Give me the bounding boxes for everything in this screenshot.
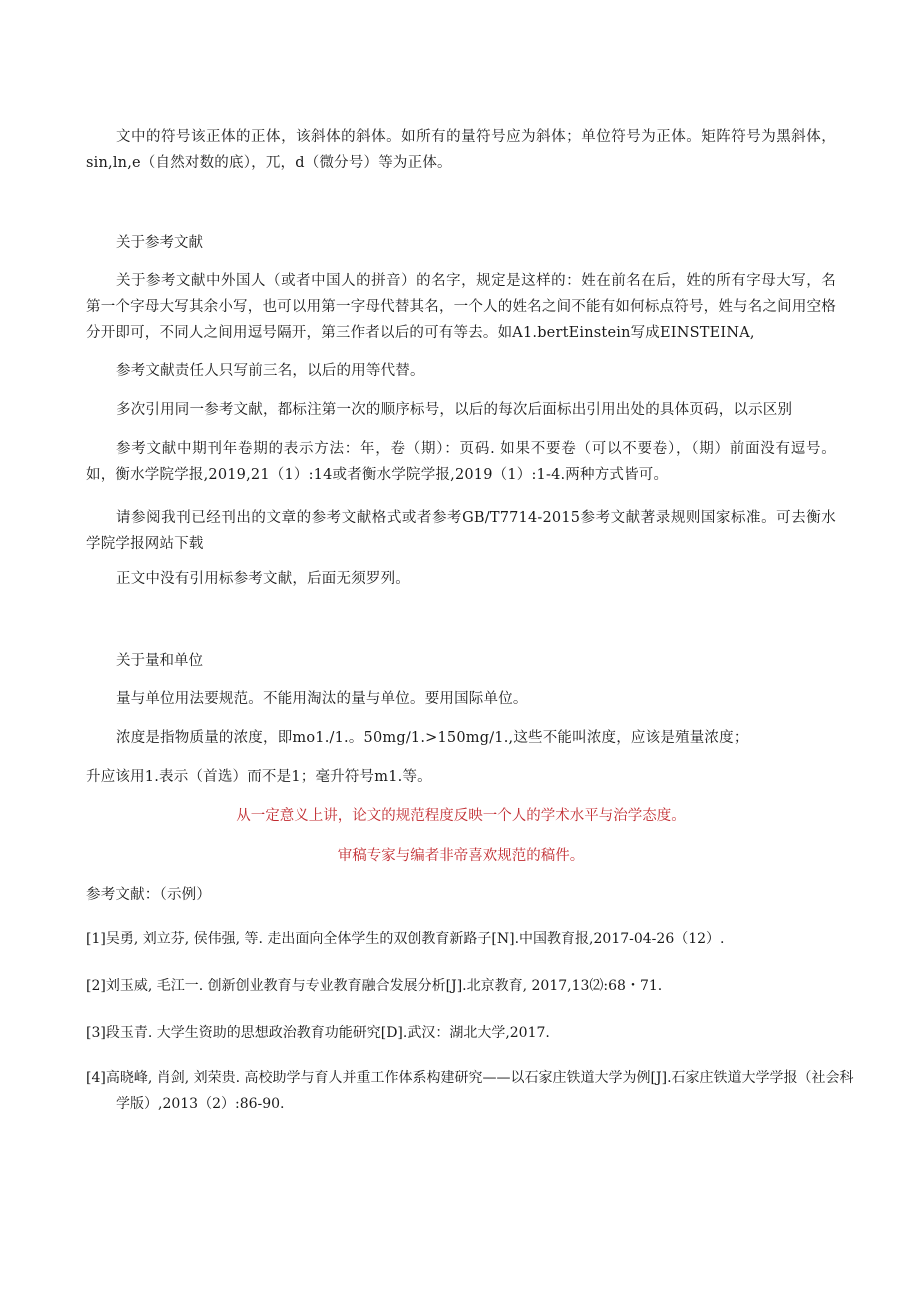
reference-item-2: [2]刘玉威, 毛江一. 创新创业教育与专业教育融合发展分析[J].北京教育, 2017,13⑵:68・71.	[86, 978, 663, 994]
reference-item-1: [1]吴勇, 刘立芬, 侯伟强, 等. 走出面向全体学生的双创教育新路子[N].中国教育报,2017-04-26（12）.	[86, 931, 725, 947]
references-paragraph-standard: 请参阅我刊已经刊出的文章的参考文献格式或者参考GB/T7714-2015参考文献著录规则国家标准。可去衡水学院学报网站下载	[86, 510, 836, 552]
references-paragraph-unused: 正文中没有引用标参考文献，后面无须罗列。	[116, 571, 410, 587]
references-paragraph-volume: 参考文献中期刊年卷期的表示方法：年，卷（期）：页码. 如果不要卷（可以不要卷），（期）前面没有逗号。如，衡水学院学报,2019,21（1）:14或者衡水学院学报,2019（1）:1-4.两种方式皆可。	[86, 441, 836, 483]
units-heading: 关于量和单位	[116, 653, 203, 669]
symbols-paragraph: 文中的符号该正体的正体，该斜体的斜体。如所有的量符号应为斜体；单位符号为正体。矩阵符号为黑斜体，sin,ln,e（自然对数的底），兀，d（微分号）等为正体。	[86, 129, 836, 171]
emphasis-line-standard: 从一定意义上讲，论文的规范程度反映一个人的学术水平与治学态度。	[236, 808, 686, 824]
units-paragraph-liter: 升应该用1.表示（首选）而不是1；毫升符号m1.等。	[86, 769, 432, 785]
references-paragraph-names: 关于参考文献中外国人（或者中国人的拼音）的名字，规定是这样的：姓在前名在后，姓的所有字母大写，名第一个字母大写其余小写，也可以用第一字母代替其名，一个人的姓名之间不能有如何标点符号，姓与名之间用空格分开即可，不同人之间用逗号隔开，第三作者以后的可有等去。如A1.bertEinstein写成EINSTEINA,	[86, 273, 836, 341]
reference-item-3: [3]段玉青. 大学生资助的思想政治教育功能研究[D].武汉：湖北大学,2017.	[86, 1025, 550, 1041]
references-paragraph-repeat: 多次引用同一参考文献，都标注第一次的顺序标号，以后的每次后面标出引用出处的具体页码，以示区别	[116, 402, 793, 418]
emphasis-line-reviewers: 审稿专家与编者非帝喜欢规范的稿件。	[337, 848, 585, 864]
references-paragraph-authors: 参考文献责任人只写前三名，以后的用等代替。	[116, 363, 425, 379]
example-label: 参考文献：（示例）	[86, 887, 212, 903]
reference-item-4: [4]高晓峰, 肖剑, 刘荣贵. 高校助学与育人并重工作体系构建研究——以石家庄铁道大学为例[J].石家庄铁道大学学报（社会科学版）,2013（2）:86-90.	[86, 1070, 854, 1112]
units-paragraph-rules: 量与单位用法要规范。不能用淘汰的量与单位。要用国际单位。	[116, 691, 528, 707]
units-paragraph-concentration: 浓度是指物质量的浓度，即mo1./1.。50mg∕1.>150mg∕1.,这些不能叫浓度，应该是殖量浓度；	[116, 730, 749, 746]
references-heading: 关于参考文献	[116, 235, 203, 251]
